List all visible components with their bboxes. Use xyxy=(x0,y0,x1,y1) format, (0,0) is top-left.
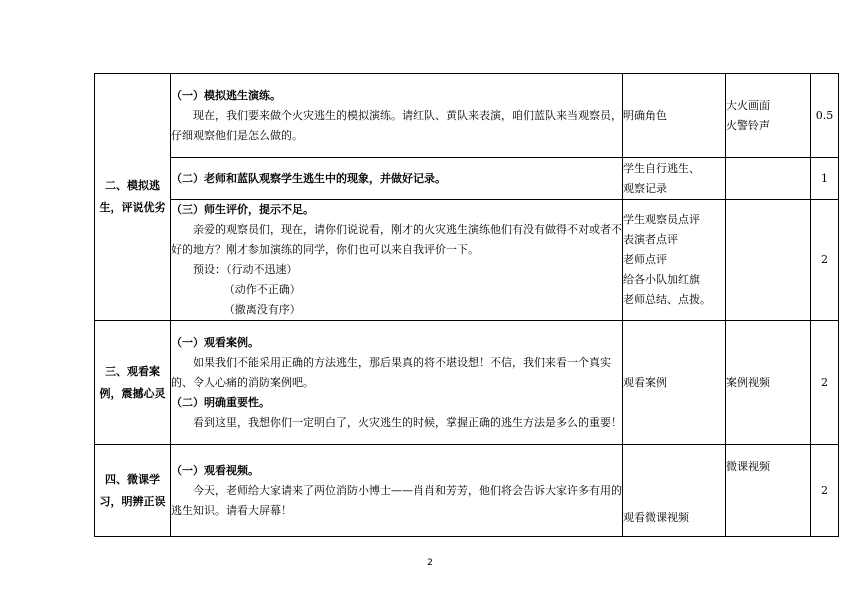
content-cell xyxy=(171,158,623,200)
stage-cell: 二、模拟逃生，评说优劣 xyxy=(95,74,171,321)
preset-item: （撤离没有序） xyxy=(223,303,301,316)
table-row xyxy=(95,158,839,200)
time-cell: 2 xyxy=(811,200,839,321)
table-row xyxy=(95,445,839,537)
section-heading: （一）观看案例。 xyxy=(171,335,259,349)
preset-item: （动作不正确） xyxy=(223,283,301,296)
method-line: 学生自行逃生、 xyxy=(623,161,700,175)
media-cell xyxy=(726,74,811,158)
table-row xyxy=(95,74,839,158)
content-cell xyxy=(171,445,623,537)
time-cell: 2 xyxy=(811,445,839,537)
paragraph: 看到这里，我想你们一定明白了，火灾逃生的时候，掌握正确的逃生方法是多么的重要！ xyxy=(193,415,622,429)
method-line: 观察记录 xyxy=(623,181,667,195)
preset-label: 预设：（行动不迅速） xyxy=(193,263,298,276)
section-heading: （二）老师和蓝队观察学生逃生中的现象，并做好记录。 xyxy=(171,171,446,185)
paragraph: 今天，老师给大家请来了两位消防小博士——肖肖和芳芳，他们将会告诉大家许多有用的逃生知识。请看大屏幕！ xyxy=(171,483,622,517)
method-line: 给各小队加红旗 xyxy=(623,273,700,286)
section-heading: （一）模拟逃生演练。 xyxy=(171,88,281,102)
paragraph: 如果我们不能采用正确的方法逃生，那后果真的将不堪设想！不信，我们来看一个真实的、令人心痛的消防案例吧。 xyxy=(171,355,611,389)
method-line: 表演者点评 xyxy=(623,233,678,246)
method-cell xyxy=(623,200,726,321)
content-cell xyxy=(171,74,623,158)
media-cell xyxy=(726,158,811,200)
section-heading: （二）明确重要性。 xyxy=(171,395,270,409)
table-row xyxy=(95,321,839,445)
stage-cell: 四、微课学习，明辨正误 xyxy=(95,445,171,537)
method-cell: 观看案例 xyxy=(623,321,726,445)
method-cell: 明确角色 xyxy=(623,74,726,158)
section-heading: （一）观看视频。 xyxy=(171,463,259,477)
method-line: 学生观察员点评 xyxy=(623,213,700,226)
method-cell: 观看微课视频 xyxy=(623,445,726,537)
media-item: 火警铃声 xyxy=(726,118,770,132)
page-number: 2 xyxy=(427,558,433,568)
time-cell: 0.5 xyxy=(811,74,839,158)
content-cell xyxy=(171,321,623,445)
paragraph: 现在，我们要来做个火灾逃生的模拟演练。请红队、黄队来表演，咱们蓝队来当观察员，仔细观察他们是怎么做的。 xyxy=(171,108,622,142)
section-heading: （三）师生评价，提示不足。 xyxy=(171,203,314,216)
table-row xyxy=(95,200,839,321)
time-cell: 2 xyxy=(811,321,839,445)
method-line: 老师点评 xyxy=(623,253,667,266)
paragraph: 亲爱的观察员们，现在，请你们说说看，刚才的火灾逃生演练他们有没有做得不对或者不好的地方？刚才参加演练的同学，你们也可以来自我评价一下。 xyxy=(171,223,622,256)
method-line: 老师总结、点拨。 xyxy=(623,293,711,306)
stage-cell: 三、观看案例，震撼心灵 xyxy=(95,321,171,445)
time-cell: 1 xyxy=(811,158,839,200)
media-cell: 案例视频 xyxy=(726,321,811,445)
method-cell xyxy=(623,158,726,200)
lesson-plan-table xyxy=(94,73,839,537)
media-cell xyxy=(726,200,811,321)
media-cell: 微课视频 xyxy=(726,445,811,537)
content-cell xyxy=(171,200,623,321)
media-item: 大火画面 xyxy=(726,98,770,112)
